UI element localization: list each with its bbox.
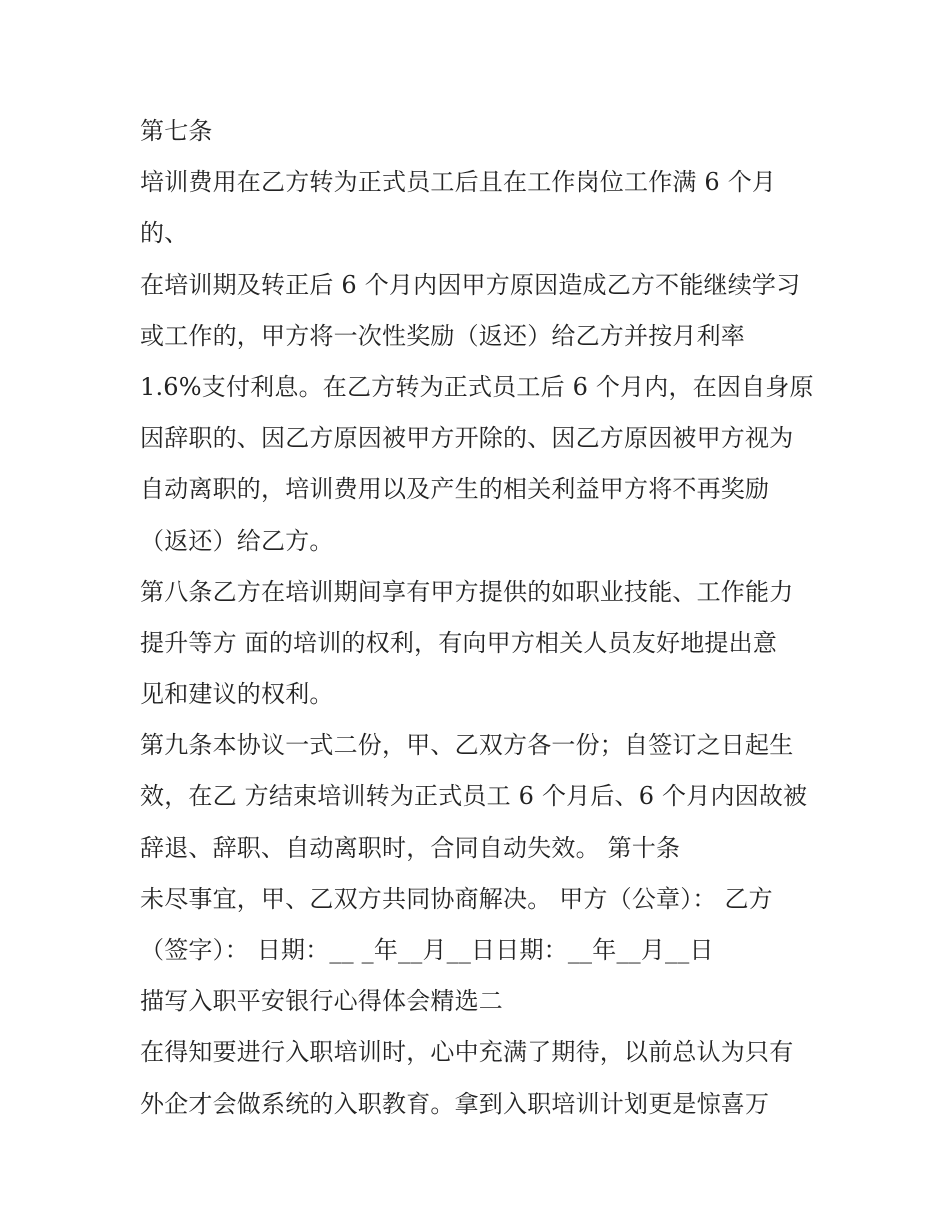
text-line: 外企才会做系统的入职教育。拿到入职培训计划更是惊喜万 (140, 1089, 770, 1118)
text-line: 辞退、辞职、自动离职时，合同自动失效。 第十条 (140, 833, 681, 862)
text-line: 在得知要进行入职培训时，心中充满了期待，以前总认为只有 (140, 1038, 794, 1067)
text-line: 在培训期及转正后 6 个月内因甲方原因造成乙方不能继续学习 (140, 270, 801, 299)
text-line: 因辞职的、因乙方原因被甲方开除的、因乙方原因被甲方视为 (140, 424, 794, 453)
text-line: 1.6%支付利息。在乙方转为正式员工后 6 个月内，在因自身原 (140, 372, 814, 401)
signature-date-line: （签字）： 日期：__ _年__月__日日期：__年__月__日 (140, 936, 714, 964)
text-line: 见和建议的权利。 (140, 680, 334, 709)
article-8-line: 第八条乙方在培训期间享有甲方提供的如职业技能、工作能力 (140, 577, 794, 606)
text-line: 培训费用在乙方转为正式员工后且在工作岗位工作满 6 个月 (140, 168, 777, 197)
text-line: 提升等方 面的培训的权利，有向甲方相关人员友好地提出意 (140, 628, 778, 657)
document-body (140, 106, 840, 1130)
text-line: 或工作的，甲方将一次性奖励（返还）给乙方并按月利率 (140, 321, 745, 350)
text-line: 自动离职的，培训费用以及产生的相关利益甲方将不再奖励 (140, 475, 770, 504)
article-9-line: 第九条本协议一式二份，甲、乙双方各一份；自签订之日起生 (140, 731, 794, 760)
text-line: 的、 (140, 219, 189, 248)
text-line: （返还）给乙方。 (140, 526, 334, 555)
text-line: 未尽事宜，甲、乙双方共同协商解决。 甲方（公章）： 乙方 (140, 884, 773, 913)
text-line: 效，在乙 方结束培训转为正式员工 6 个月后、6 个月内因故被 (140, 782, 808, 811)
section-heading: 描写入职平安银行心得体会精选二 (140, 987, 503, 1016)
article-7-heading: 第七条 (140, 117, 213, 145)
